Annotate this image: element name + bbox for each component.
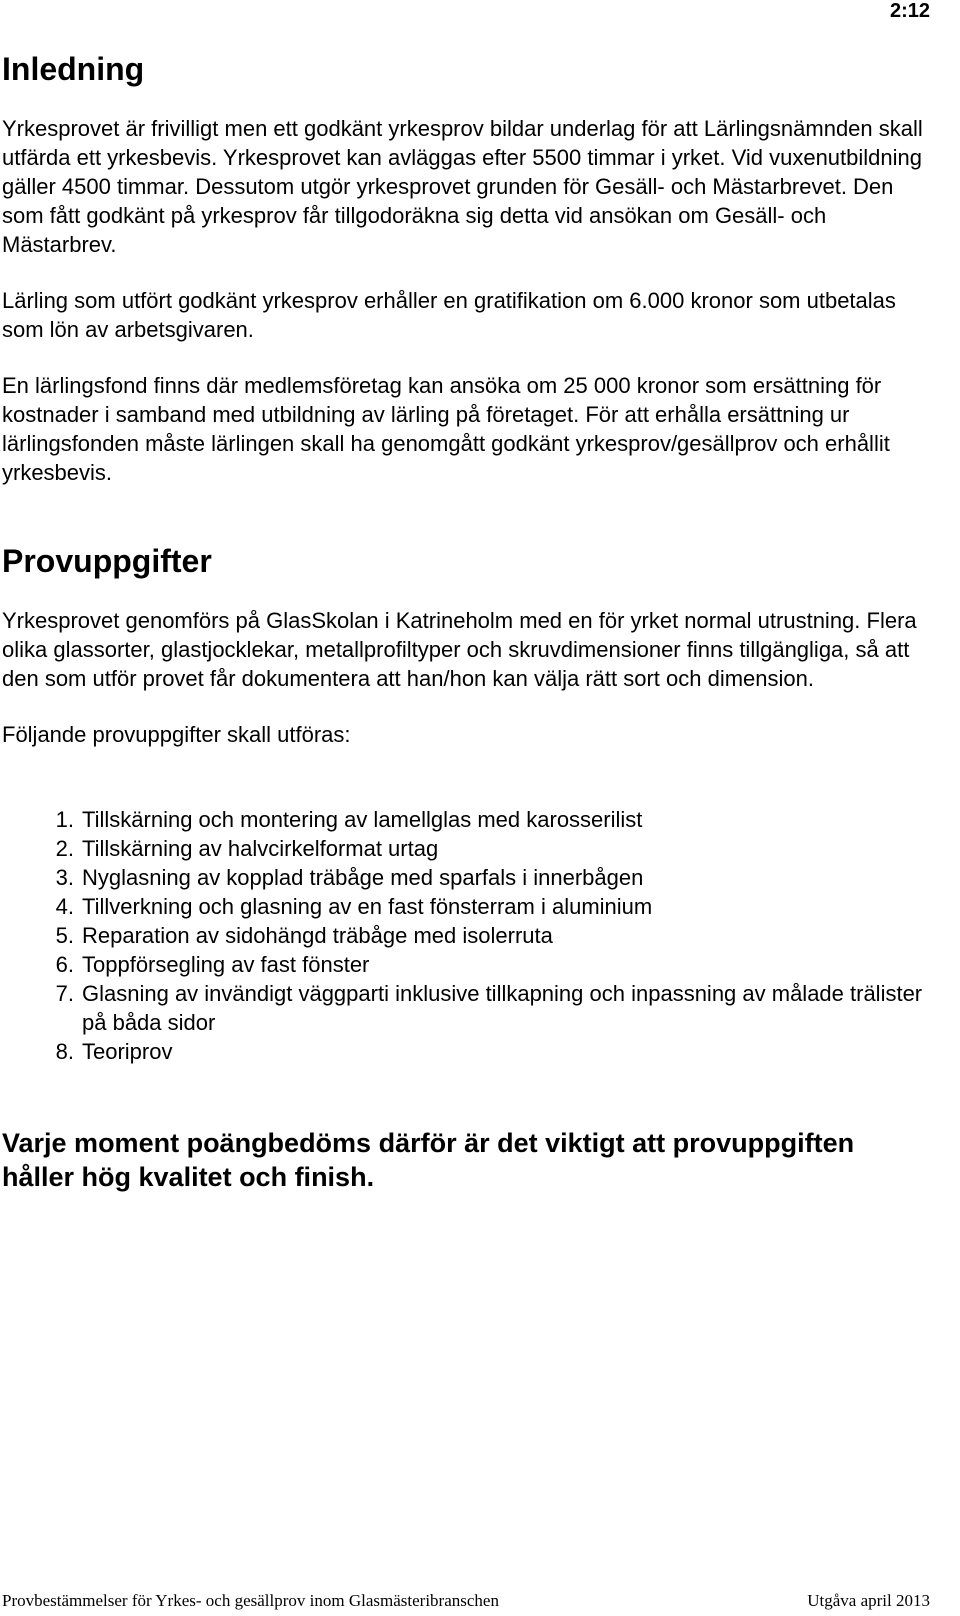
list-item-number: 7.	[55, 981, 74, 1006]
intro-paragraph-2: Lärling som utfört godkänt yrkesprov erhåller en gratifikation om 6.000 kronor som utbetalas som lön av arbetsgivaren.	[2, 288, 896, 342]
intro-paragraph-3: En lärlingsfond finns där medlemsföretag kan ansöka om 25 000 kronor som ersättning för kostnader i samband med utbildning av lärling på företaget. För att erhålla ersättning ur lärlingsfonden måste lärlingen skall ha genomgått godkänt yrkesprov/gesällprov och erhållit yrkesbevis.	[2, 373, 890, 485]
list-item-number: 3.	[55, 865, 74, 890]
footer-edition: Utgåva april 2013	[807, 1591, 930, 1610]
list-item-number: 4.	[55, 894, 74, 919]
list-item-number: 6.	[55, 952, 74, 977]
list-item	[2, 892, 940, 921]
list-item-number: 1.	[55, 807, 74, 832]
list-item	[2, 1037, 940, 1066]
tasks-list-intro: Följande provuppgifter skall utföras:	[2, 722, 351, 747]
page-number: 2:12	[889, 0, 930, 22]
list-item	[2, 979, 940, 1037]
tasks-intro-paragraph: Yrkesprovet genomförs på GlasSkolan i Katrineholm med en för yrket normal utrustning. Flera olika glassorter, glastjocklekar, metallprofiltyper och skruvdimensioner finns tillgängliga, så att den som utför provet får dokumentera att han/hon kan välja rätt sort och dimension.	[2, 608, 917, 691]
document-body	[2, 50, 940, 1194]
section-heading-provuppgifter: Provuppgifter	[2, 543, 212, 579]
list-item-text: Tillskärning av halvcirkelformat urtag	[82, 836, 439, 861]
page-footer	[2, 1591, 930, 1611]
list-item	[2, 863, 940, 892]
list-item-number: 5.	[55, 923, 74, 948]
list-item-number: 2.	[55, 836, 74, 861]
list-item	[2, 921, 940, 950]
closing-statement: Varje moment poängbedöms därför är det viktigt att provuppgiften håller hög kvalitet och finish.	[2, 1128, 855, 1192]
section-heading-inledning: Inledning	[2, 51, 145, 87]
list-item-text: Tillverkning och glasning av en fast fönsterram i aluminium	[82, 894, 653, 919]
list-item-number: 8.	[55, 1039, 74, 1064]
tasks-list	[2, 805, 940, 1066]
list-item-text: Glasning av invändigt väggparti inklusive tillkapning och inpassning av målade trälister på båda sidor	[82, 981, 923, 1035]
list-item-text: Tillskärning och montering av lamellglas med karosserilist	[82, 807, 643, 832]
list-item	[2, 950, 940, 979]
list-item	[2, 834, 940, 863]
list-item-text: Nyglasning av kopplad träbåge med sparfals i innerbågen	[82, 865, 644, 890]
list-item-text: Reparation av sidohängd träbåge med isolerruta	[82, 923, 553, 948]
intro-paragraph-1: Yrkesprovet är frivilligt men ett godkänt yrkesprov bildar underlag för att Lärlingsnämnden skall utfärda ett yrkesbevis. Yrkesprovet kan avläggas efter 5500 timmar i yrket. Vid vuxenutbildning gäller 4500 timmar. Dessutom utgör yrkesprovet grunden för Gesäll- och Mästarbrevet. Den som fått godkänt på yrkesprov får tillgodoräkna sig detta vid ansökan om Gesäll- och Mästarbrev.	[2, 116, 923, 257]
list-item-text: Toppförsegling av fast fönster	[82, 952, 370, 977]
list-item	[2, 805, 940, 834]
footer-title: Provbestämmelser för Yrkes- och gesällprov inom Glasmästeribranschen	[2, 1591, 499, 1610]
list-item-text: Teoriprov	[82, 1039, 173, 1064]
